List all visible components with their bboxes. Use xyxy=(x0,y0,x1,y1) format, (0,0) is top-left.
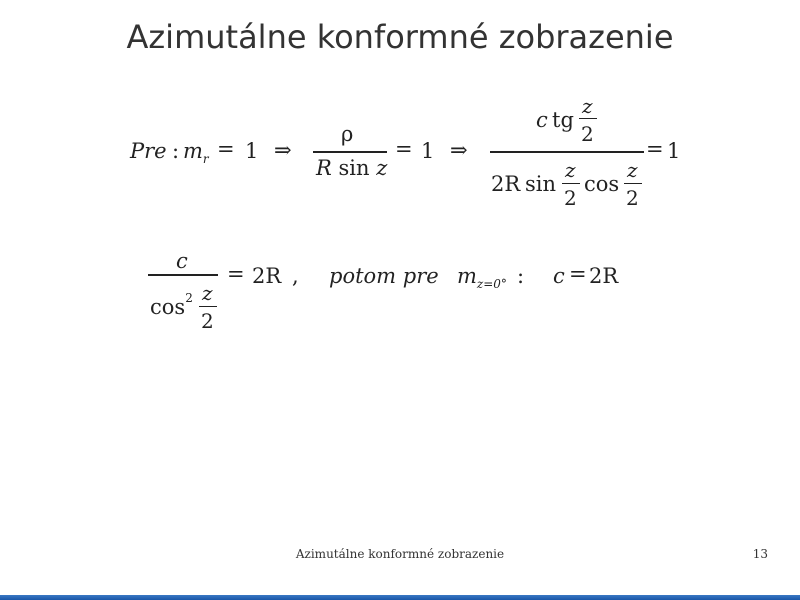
equals-2: = xyxy=(395,137,413,161)
frac2-den-half-z-1: z xyxy=(565,158,576,182)
frac2-den-half-bar-2 xyxy=(624,183,642,184)
slide-title: Azimutálne konformné zobrazenie xyxy=(126,18,674,56)
frac2-den-half-2-1: 2 xyxy=(564,186,577,210)
frac2-den-sin: sin xyxy=(525,172,557,196)
frac1-denominator: R sin z xyxy=(316,156,388,180)
frac2-den-half-bar-1 xyxy=(562,183,580,184)
eq2-equals-2: = xyxy=(569,262,587,286)
frac2-den-2R: 2R xyxy=(491,172,521,196)
eq2-colon: : xyxy=(517,264,525,288)
frac2-den-half-2-2: 2 xyxy=(626,186,639,210)
frac1-bar xyxy=(313,151,387,153)
eq2-comma: , xyxy=(292,264,299,288)
eq2-den-cos: $\cos^2$ xyxy=(150,291,193,319)
frac1-numerator: ρ xyxy=(341,122,354,146)
equals-1: = xyxy=(217,137,235,161)
eq2-rhs: 2R xyxy=(252,264,282,288)
one-1: 1 xyxy=(245,139,259,163)
scale-mr: $m_r$ xyxy=(183,139,209,166)
bottom-accent-bar xyxy=(0,595,800,600)
implies-1: ⇒ xyxy=(274,138,292,162)
pre-label: Pre xyxy=(130,139,167,163)
frac2-den-cos: cos xyxy=(584,172,620,196)
page-number: 13 xyxy=(752,547,768,561)
eq2-c: c xyxy=(553,264,565,288)
frac2-num-half-bar xyxy=(579,118,597,119)
eq2-rhs2: 2R xyxy=(589,264,619,288)
eq2-numerator: c xyxy=(176,249,188,273)
frac2-bar xyxy=(490,151,644,153)
frac2-num-tg: tg xyxy=(552,108,574,132)
equals-3: = xyxy=(646,137,664,161)
frac2-num-half-2: 2 xyxy=(581,122,594,146)
eq2-scale-m: $m_{z=0^\circ}$ xyxy=(457,264,507,291)
footer-title: Azimutálne konformné zobrazenie xyxy=(295,547,505,561)
one-3: 1 xyxy=(667,139,681,163)
frac2-den-half-z-2: z xyxy=(627,158,638,182)
eq2-potom-pre: potom pre xyxy=(329,264,439,288)
pre-colon: : xyxy=(172,139,180,163)
eq2-equals: = xyxy=(227,262,245,286)
eq2-den-half-z: z xyxy=(202,281,213,305)
frac2-num-c: c xyxy=(536,108,548,132)
eq2-den-half-2: 2 xyxy=(201,309,214,333)
eq2-den-half-bar xyxy=(199,306,217,307)
implies-2: ⇒ xyxy=(450,138,468,162)
one-2: 1 xyxy=(421,139,435,163)
eq2-bar xyxy=(148,274,218,276)
frac2-num-half-z: z xyxy=(582,94,593,118)
